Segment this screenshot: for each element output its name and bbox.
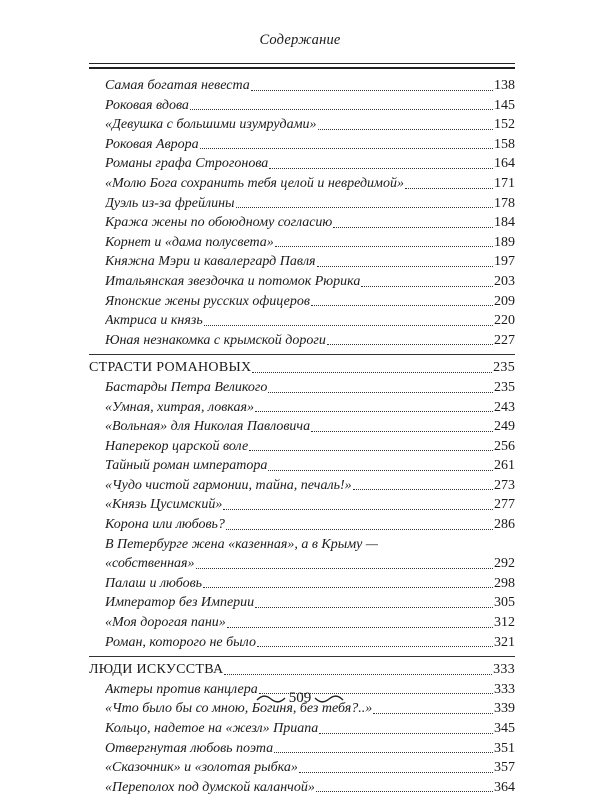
toc-section bbox=[89, 76, 515, 355]
entry-page-number: 145 bbox=[494, 97, 515, 113]
entry-page-number: 220 bbox=[494, 313, 515, 329]
toc-entry bbox=[89, 437, 515, 457]
entry-page-number: 345 bbox=[494, 721, 515, 736]
dot-leader bbox=[203, 586, 493, 588]
entry-page-number: 273 bbox=[494, 477, 515, 493]
entry-page-number: 277 bbox=[494, 497, 515, 513]
dot-leader bbox=[405, 187, 493, 189]
toc-entry bbox=[89, 535, 515, 555]
entry-page-number: 312 bbox=[494, 615, 515, 631]
entry-title: «Девушка с большими изумрудами» bbox=[105, 117, 317, 133]
dot-leader bbox=[311, 430, 493, 432]
section-heading bbox=[89, 358, 515, 378]
dot-leader bbox=[257, 645, 493, 647]
entry-page-number: 209 bbox=[494, 293, 515, 309]
entry-page-number: 364 bbox=[494, 779, 515, 795]
dot-leader bbox=[224, 673, 492, 675]
entry-title: Итальянская звездочка и потомок Рюрика bbox=[105, 273, 361, 289]
dot-leader bbox=[223, 508, 493, 510]
toc-entry bbox=[89, 495, 515, 515]
dot-leader bbox=[268, 391, 493, 393]
dot-leader bbox=[361, 285, 493, 287]
entry-page-number: 197 bbox=[494, 254, 515, 270]
toc-entry bbox=[89, 331, 515, 351]
entry-page-number: 235 bbox=[493, 360, 515, 376]
running-header: Содержание bbox=[259, 32, 341, 48]
toc-entry bbox=[89, 593, 515, 613]
entry-page-number: 298 bbox=[494, 575, 515, 591]
entry-page-number: 305 bbox=[494, 595, 515, 611]
toc-entry bbox=[89, 515, 515, 535]
dot-leader bbox=[317, 265, 493, 267]
entry-title: «Моя дорогая пани» bbox=[105, 615, 226, 631]
dot-leader bbox=[333, 226, 493, 228]
entry-title: Самая богатая невеста bbox=[105, 78, 250, 93]
toc-entry-continuation bbox=[89, 554, 515, 574]
dot-leader bbox=[249, 449, 493, 451]
entry-page-number: 292 bbox=[494, 556, 515, 572]
dot-leader bbox=[236, 206, 493, 208]
dot-leader bbox=[311, 304, 493, 306]
entry-page-number: 286 bbox=[494, 517, 515, 533]
entry-page-number: 171 bbox=[494, 175, 515, 191]
toc-entry bbox=[89, 758, 515, 778]
toc-entry bbox=[89, 613, 515, 633]
toc-entry bbox=[89, 417, 515, 437]
entry-title: «Сказочник» и «золотая рыбка» bbox=[105, 760, 298, 776]
entry-title: Роковая Аврора bbox=[105, 136, 199, 152]
dot-leader bbox=[269, 167, 493, 169]
dot-leader bbox=[255, 410, 493, 412]
toc-entry bbox=[89, 213, 515, 233]
toc-entry bbox=[89, 96, 515, 116]
entry-title: Роман, которого не было bbox=[105, 634, 256, 650]
entry-page-number: 256 bbox=[494, 438, 515, 454]
entry-page-number: 333 bbox=[494, 681, 515, 697]
dot-leader bbox=[227, 626, 493, 628]
toc-entry bbox=[89, 154, 515, 174]
toc-entry bbox=[89, 135, 515, 155]
entry-title: Наперекор царской воле bbox=[105, 438, 249, 454]
dot-leader bbox=[255, 606, 493, 608]
entry-title: Юная незнакомка с крымской дороги bbox=[105, 332, 326, 348]
entry-title: Актриса и князь bbox=[105, 313, 203, 329]
entry-title: Кража жены по обоюдному согласию bbox=[105, 215, 333, 231]
entry-page-number: 227 bbox=[494, 332, 515, 348]
entry-title: Актеры против канцлера bbox=[105, 681, 258, 697]
entry-title: Корнет и «дама полусвета» bbox=[105, 234, 274, 250]
entry-title: Палаш и любовь bbox=[105, 575, 203, 591]
toc-entry bbox=[89, 311, 515, 331]
toc-section bbox=[89, 358, 515, 657]
toc-section bbox=[89, 660, 515, 801]
dot-leader bbox=[200, 147, 493, 149]
entry-page-number: 357 bbox=[494, 760, 515, 776]
toc-entry bbox=[89, 272, 515, 292]
entry-page-number: 249 bbox=[494, 419, 515, 435]
header-rule-thick bbox=[89, 67, 515, 69]
entry-page-number: 351 bbox=[494, 740, 515, 756]
toc-entry bbox=[89, 194, 515, 214]
entry-title: Романы графа Строгонова bbox=[105, 156, 269, 172]
toc-entry bbox=[89, 292, 515, 312]
dot-leader bbox=[268, 469, 493, 471]
toc-entry bbox=[89, 739, 515, 759]
entry-page-number: 235 bbox=[494, 379, 515, 395]
toc-entry bbox=[89, 719, 515, 739]
dot-leader bbox=[252, 371, 492, 373]
entry-page-number: 333 bbox=[493, 662, 515, 678]
toc-entry bbox=[89, 476, 515, 496]
entry-title: «Переполох под думской каланчой» bbox=[105, 779, 315, 795]
entry-title: Дуэль из-за фрейлины bbox=[105, 195, 235, 211]
dot-leader bbox=[373, 712, 493, 714]
dot-leader bbox=[190, 108, 493, 110]
toc-entry bbox=[89, 574, 515, 594]
entry-title: Японские жены русских офицеров bbox=[105, 293, 310, 309]
right-swash-ornament bbox=[314, 694, 344, 704]
entry-title: Тайный роман императора bbox=[105, 458, 268, 474]
entry-page-number: 184 bbox=[494, 215, 515, 231]
entry-page-number: 164 bbox=[494, 156, 515, 172]
entry-title: «Вольная» для Николая Павловича bbox=[105, 419, 311, 435]
entry-title: «Молю Бога сохранить тебя целой и невредимой» bbox=[105, 175, 404, 191]
entry-page-number: 178 bbox=[494, 195, 515, 211]
toc-entry bbox=[89, 398, 515, 418]
entry-page-number: 189 bbox=[494, 234, 515, 250]
dot-leader bbox=[353, 488, 493, 490]
toc-entry bbox=[89, 778, 515, 798]
entry-page-number: 261 bbox=[494, 458, 515, 474]
entry-page-number: 203 bbox=[494, 273, 515, 289]
toc-entry bbox=[89, 115, 515, 135]
toc-entry bbox=[89, 378, 515, 398]
page-number: 509 bbox=[288, 690, 312, 706]
toc-entry bbox=[89, 174, 515, 194]
entry-page-number: 138 bbox=[494, 78, 515, 93]
dot-leader bbox=[274, 751, 493, 753]
entry-title: Император без Империи bbox=[105, 595, 255, 611]
entry-title: СТРАСТИ РОМАНОВЫХ bbox=[89, 360, 252, 376]
page-footer bbox=[0, 690, 600, 707]
entry-title: «Чудо чистой гармонии, тайна, печаль!» bbox=[105, 477, 352, 493]
header-rule-thin bbox=[89, 63, 515, 64]
dot-leader bbox=[275, 245, 493, 247]
entry-title: Корона или любовь? bbox=[105, 517, 225, 533]
dot-leader bbox=[196, 567, 493, 569]
left-swash-ornament bbox=[256, 694, 286, 704]
dot-leader bbox=[226, 528, 493, 530]
toc-entry bbox=[89, 456, 515, 476]
entry-title: Отвергнутая любовь поэта bbox=[105, 740, 274, 756]
entry-title: Княжна Мэри и кавалергард Павля bbox=[105, 254, 316, 270]
dot-leader bbox=[318, 128, 493, 130]
dot-leader bbox=[316, 790, 493, 792]
entry-page-number: 339 bbox=[494, 701, 515, 717]
dot-leader bbox=[204, 324, 493, 326]
entry-page-number: 158 bbox=[494, 136, 515, 152]
entry-title: ЛЮДИ ИСКУССТВА bbox=[89, 662, 224, 678]
entry-title: «Что было бы со мною, Богиня, без тебя?..» bbox=[105, 701, 373, 717]
entry-title: «Князь Цусимский» bbox=[105, 497, 223, 513]
entry-title: В Петербурге жена «казенная», а в Крыму — bbox=[105, 536, 379, 552]
dot-leader bbox=[251, 89, 493, 91]
entry-title: «Умная, хитрая, ловкая» bbox=[105, 399, 255, 415]
toc-entry bbox=[89, 252, 515, 272]
entry-page-number: 243 bbox=[494, 399, 515, 415]
entry-page-number: 321 bbox=[494, 634, 515, 650]
toc-entry bbox=[89, 233, 515, 253]
section-heading bbox=[89, 660, 515, 680]
dot-leader bbox=[327, 343, 493, 345]
entry-title: «собственная» bbox=[105, 556, 195, 572]
dot-leader bbox=[319, 732, 493, 734]
entry-title: Бастарды Петра Великого bbox=[105, 379, 268, 395]
entry-title: Роковая вдова bbox=[105, 97, 189, 113]
toc-entry bbox=[89, 633, 515, 653]
toc-entry bbox=[89, 76, 515, 96]
dot-leader bbox=[299, 771, 493, 773]
entry-page-number: 152 bbox=[494, 117, 515, 133]
entry-title: Кольцо, надетое на «жезл» Приапа bbox=[105, 721, 319, 736]
